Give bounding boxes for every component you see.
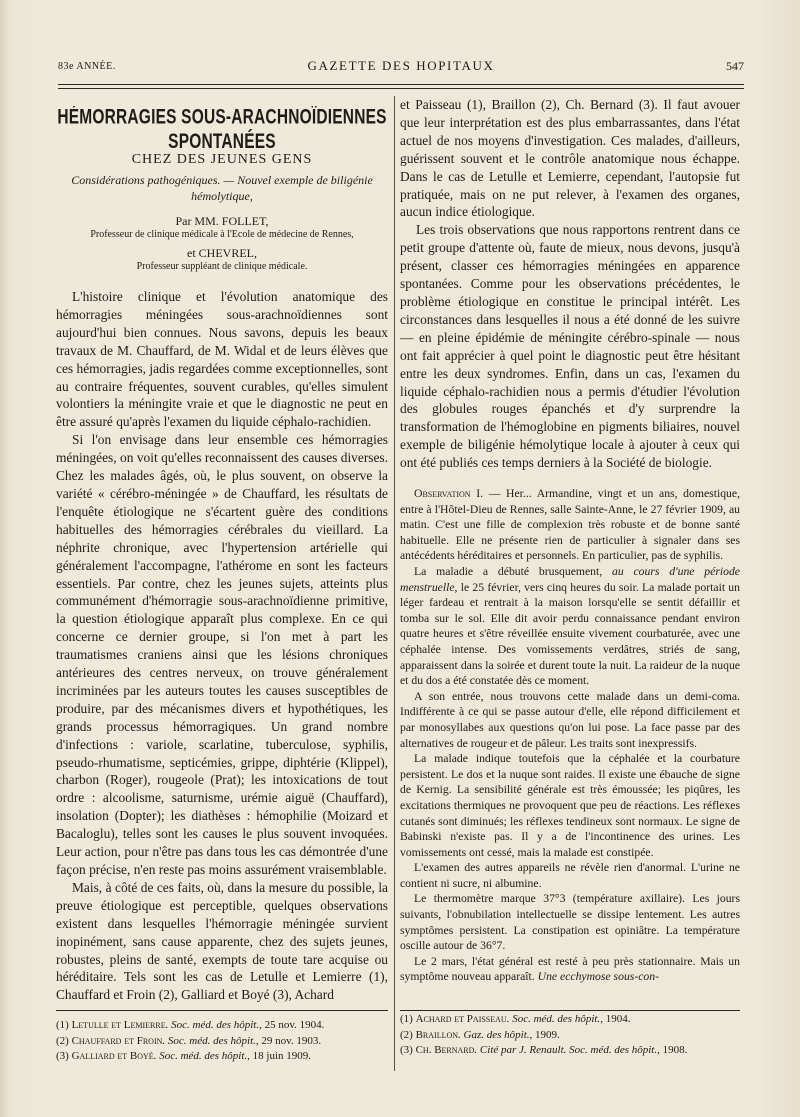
footnote: (1) Letulle et Lemierre. Soc. méd. des hôpit., 25 nov. 1904.: [56, 1019, 325, 1031]
observation-text: La maladie a débuté brusquement,: [414, 565, 612, 578]
right-column: [400, 96, 740, 985]
footnote: (3) Ch. Bernard. Cité par J. Renault. Soc. méd. des hôpit., 1908.: [400, 1044, 688, 1056]
paragraph: Les trois observations que nous rapportons rentrent dans ce petit groupe d'attente où, faute de mieux, nous devons, jusqu'à présent, classer ces hémorragies méningées en apparence spontanées. Comme pour les observations précédentes, le problème étiologique en constitue le principal intérêt. Les circonstances dans lesquelles il nous a été donné de les suivre — en pleine épidémie de méningite cérébro-spinale — nous ont fait apprécier à quel point le diagnostic peut être hésitant entre les deux syndromes. Enfin, dans un cas, l'examen du liquide céphalo-rachidien nous a permis d'étudier l'évolution des globules rouges épanchés et d'y surprendre la transformation de l'hémoglobine en pigments biliaires, nouvel exemple de biligénie hémolytique locale à ajouter à ceux qui ont été publiés ces temps derniers à la Société de biologie.: [400, 222, 740, 471]
observation-paragraph: [400, 954, 740, 985]
footnote: (2) Chauffard et Froin. Soc. méd. des hôpit., 29 nov. 1903.: [56, 1034, 322, 1047]
journal-title: GAZETTE DES HOPITAUX: [307, 58, 495, 73]
observation-text: — Her... Armandine, vingt et un ans, domestique, entre à l'Hôtel-Dieu de Rennes, salle Sainte-Anne, le 27 février 1909, au matin. C'est une fille de complexion très robuste et de bonne santé habituelle. Elle ne présente rien de particulier à signaler dans ses antécédents héréditaires et personnels. En particulier, pas de syphilis.: [400, 487, 740, 563]
paragraph: et Paisseau (1), Braillon (2), Ch. Bernard (3). Il faut avouer que leur interprétation est des plus embarrassantes, dans l'état actuel de nos moyens d'investigation. Ces malades, d'ailleurs, guérissent souvent et le contrôle anatomique nous échappe. Dans le cas de Letulle et Lemierre, cependant, l'autopsie fut pratiquée, mais on ne put relever, à l'examen des organes, aucun indice étiologique.: [400, 97, 740, 220]
footnotes-right: [400, 1012, 740, 1059]
byline: [56, 214, 388, 274]
article-subtitle: CHEZ DES JEUNES GENS: [131, 152, 313, 167]
observation-emphasis: Une ecchymose sous-con-: [537, 970, 659, 984]
issue-year: 83e ANNÉE.: [58, 61, 116, 72]
author-2: et CHEVREL,: [187, 246, 257, 260]
footnote: (1) Achard et Paisseau. Soc. méd. des hôpit., 1904.: [400, 1013, 631, 1025]
observation-paragraph: La malade indique toutefois que la céphalée et la courbature persistent. Le dos et la nuque sont raides. Il existe une ébauche de signe de Kernig. La sensibilité générale est très émoussée; les piqûres, les excitations thermiques ne provoquent que peu de réactions. Les réflexes cutanés sont diminués; les réflexes tendineux sont normaux. Le signe de Babinski n'existe pas. Il y a de l'incontinence des urines. Les vomissements ont cessé, mais la malade est constipée.: [400, 752, 740, 859]
page-header: [58, 58, 744, 78]
paragraph: Si l'on envisage dans leur ensemble ces hémorragies méningées, on voit qu'elles reconnaissent des causes diverses. Chez les malades âgés, où, le plus souvent, on observe la variété « cérébro-méningée » de Chauffard, les résultats de l'enquête étiologique ne s'écartent guère des conditions habituelles des hémorragies cérébrales du vieillard. La néphrite chronique, avec l'hypertension artérielle qui généralement l'accompagne, l'athérome en sont les facteurs essentiels. Par contre, chez les jeunes sujets, atteints plus communément d'hémorragie sous-arachnoïdienne primitive, la question étiologique apparaît plus complexe. En ce qui concerne ce dernier groupe, si l'on met à part les traumatismes craniens ainsi que les lésions chroniques antérieures des centres nerveux, on trouve généralement incriminées par les auteurs toutes les causes susceptibles de produire, par des mécanismes divers et hypothétiques, les grands processus hémorragiques. Un grand nombre d'infections : variole, scarlatine, tuberculose, syphilis, pseudo-rhumatisme, septicémies, grippe, diphtérie (Klippel), charbon (Roger), rougeole (Prat); les intoxications de tout ordre : alcoolisme, saturnisme, urémie aiguë (Chauffard), insolation (Dopter); les diathèses : hémophilie (Moizard et Bacaloglu), telles sont les causes le plus souvent invoquées. Leur action, pour n'être pas dans tous les cas démontrée d'une façon précise, n'en reste pas moins assurément vraisemblable.: [56, 432, 388, 877]
left-column: [56, 96, 388, 1004]
observation-text: , le 25 février, vers cinq heures du soir. La malade portait un léger fardeau et rentrait à la maison lorsqu'elle se sentit défaillir et tomba sur le sol. Elle dit avoir perdu connaissance pendant environ quatre heures et s'être réveillée ensuite vivement courbaturée, avec une céphalée intense. Des vomissements verdâtres, striés de sang, apparaissent dans la soirée et durent toute la nuit. La raideur de la nuque et du dos a été constatée dès ce moment.: [400, 580, 740, 688]
footnote: (2) Braillon. Gaz. des hôpit., 1909.: [400, 1028, 560, 1041]
paragraph: Mais, à côté de ces faits, où, dans la mesure du possible, la preuve étiologique est perceptible, quelques observations existent dans lesquelles l'hémorragie méningée survient inopinément, sans cause apparente, chez des sujets jeunes, robustes, pleins de santé, exempts de toute tare acquise ou héréditaire. Tels sont les cas de Letulle et Lemierre (1), Chauffard et Froin (2), Galliard et Boyé (3), Achard: [56, 879, 388, 1003]
header-rule-top: [58, 84, 744, 85]
author-1: Par MM. FOLLET,: [175, 214, 269, 228]
footnotes-left: [56, 1018, 388, 1065]
article-title: HÉMORRAGIES SOUS-ARACHNOÏDIENNES SPONTANÉES: [57, 106, 387, 154]
author-1-affiliation: Professeur de clinique médicale à l'Ecole de médecine de Rennes,: [90, 229, 354, 240]
observation-paragraph: L'examen des autres appareils ne révèle rien d'anormal. L'urine ne contient ni sucre, ni albumine.: [400, 861, 740, 890]
header-rule-bottom: [58, 88, 744, 89]
page-number: 547: [726, 59, 744, 73]
author-2-affiliation: Professeur suppléant de clinique médicale.: [136, 261, 308, 272]
observation-paragraph: [400, 486, 740, 564]
observation-paragraph: A son entrée, nous trouvons cette malade dans un demi-coma. Indifférente à ce qui se passe autour d'elle, elle répond difficilement et par monosyllabes aux questions qu'on lui pose. La face passe par des alternatives de rougeur et de pâleur. Les traits sont inexpressifs.: [400, 689, 740, 750]
observation-text: Le 2 mars, l'état général est resté à peu près stationnaire. Mais un symptôme nouveau apparaît.: [400, 954, 740, 984]
observation-label: Observation I.: [414, 487, 484, 501]
observation-paragraph: Le thermomètre marque 37°3 (température axillaire). Les jours suivants, l'obnubilation intellectuelle se dissipe lentement. Les autres symptômes persistent. La constipation est opiniâtre. La température oscille autour de 36°7.: [400, 892, 740, 953]
article-considerations: Considérations pathogéniques. — Nouvel exemple de biligénie hémolytique,: [71, 173, 373, 203]
footnote-rule-right: [400, 1010, 740, 1011]
column-divider: [394, 96, 395, 1071]
footnote-rule-left: [56, 1010, 388, 1011]
observation-emphasis: au cours d'une période menstruelle: [400, 565, 740, 594]
footnote: (3) Galliard et Boyé. Soc. méd. des hôpit., 18 juin 1909.: [56, 1050, 312, 1062]
paragraph: L'histoire clinique et l'évolution anatomique des hémorragies méningées sous-arachnoïdiennes sont aujourd'hui bien connues. Nous savons, depuis les beaux travaux de M. Chauffard, de M. Widal et de leurs élèves que ces hémorragies, jadis regardées comme exceptionnelles, sont au contraire fréquentes, souvent curables, qu'elles simulent volontiers la méningite vraie et que le diagnostic ne peut en être assuré qu'après l'examen du liquide céphalo-rachidien.: [56, 289, 388, 430]
observation-paragraph: [400, 564, 740, 689]
